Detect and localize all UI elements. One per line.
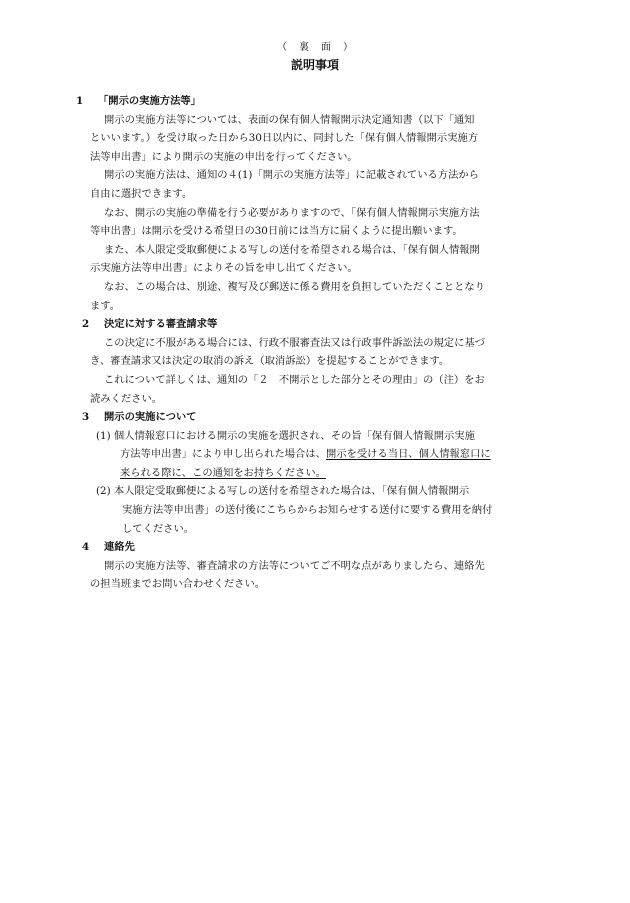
- paragraph-line: なお、この場合は、別途、複写及び郵送に係る費用を負担していただくこととなり: [104, 280, 485, 293]
- paragraph-line: これについて詳しくは、通知の「２ 不開示とした部分とその理由」の（注）をお: [104, 373, 485, 386]
- underlined-notice: 開示を受ける当日、個人情報窓口に: [325, 448, 491, 461]
- paragraph-line: き、審査請求又は決定の取消の訴え（取消訴訟）を提起することができます。: [90, 355, 450, 368]
- section-3-heading: [76, 408, 560, 427]
- list-item-text: 本人限定受取郵便による写しの送付を希望された場合は、「保有個人情報開示: [113, 485, 470, 498]
- list-item-label: (2): [96, 485, 111, 498]
- list-item-2-line-2: 実施方法等申出書」の送付後にこちらからお知らせする送付に要する費用を納付: [122, 504, 493, 517]
- side-label-open: （: [277, 42, 287, 53]
- paragraph-line: 自由に選択できます。: [90, 187, 193, 200]
- paragraph-line: また、本人限定受取郵便による写しの送付を希望される場合は、「保有個人情報開: [104, 243, 480, 256]
- section-title: 連絡先: [104, 541, 135, 554]
- section-number: 4: [82, 541, 90, 554]
- section-number: 1: [76, 95, 84, 107]
- section-title: 開示の実施について: [104, 411, 197, 424]
- paragraph-line: この決定に不服がある場合には、行政不服審査法又は行政事件訴訟法の規定に基づ: [104, 336, 485, 349]
- paragraph-line: 示実施方法等申出書」によりその旨を申し出てください。: [90, 262, 358, 275]
- list-item-2: [76, 482, 560, 501]
- paragraph-line: の担当班までお問い合わせください。: [90, 578, 266, 591]
- section-4-heading: [76, 538, 560, 557]
- list-item-2-line-3: してください。: [122, 522, 195, 535]
- paragraph-line: といいます。）を受け取った日から30日以内に、同封した「保有個人情報開示実施方: [90, 132, 479, 145]
- list-item-1-line-2: [76, 445, 560, 464]
- paragraph-line: 開示の実施方法等については、表面の保有個人情報開示決定通知書（以下「通知: [104, 113, 475, 126]
- paragraph-line: 法等申出書」により開示の実施の申出を行ってください。: [90, 150, 358, 163]
- section-1-heading: [76, 92, 560, 111]
- document-body: [76, 92, 560, 594]
- list-item-label: (1): [96, 429, 111, 442]
- side-label-close: ）: [343, 42, 353, 53]
- list-item-text: 個人情報窓口における開示の実施を選択され、その旨「保有個人情報開示実施: [113, 429, 475, 442]
- side-label-char2: 面: [321, 42, 331, 53]
- paragraph-line: 開示の実施方法等、審査請求の方法等についてご不明な点がありましたら、連絡先: [104, 559, 485, 572]
- list-item-1-line-3: [76, 464, 560, 483]
- section-number: 2: [82, 318, 90, 331]
- paragraph-line: 等申出書」は開示を受ける希望日の30日前には当方に届くように提出願います。: [90, 225, 463, 238]
- page-title: 説明事項: [290, 58, 339, 72]
- list-item-text: 方法等申出書」により申し出られた場合は、: [120, 448, 326, 461]
- underlined-notice: 来られる際に、この通知をお持ちください。: [120, 466, 326, 479]
- section-2-heading: [76, 315, 560, 334]
- paragraph-line: ます。: [90, 299, 121, 312]
- section-title: 決定に対する審査請求等: [104, 318, 218, 331]
- side-label: [0, 38, 630, 53]
- paragraph-line: 開示の実施方法は、通知の４(1)「開示の実施方法等」に記載されている方法から: [104, 169, 479, 182]
- paragraph-line: なお、開示の実施の準備を行う必要がありますので、「保有個人情報開示実施方法: [104, 206, 480, 219]
- paragraph-line: 読みください。: [90, 392, 163, 405]
- side-label-char1: 裏: [299, 42, 309, 53]
- section-number: 3: [82, 411, 90, 424]
- list-item-1: [76, 427, 560, 446]
- section-title: 「開示の実施方法等」: [98, 95, 201, 107]
